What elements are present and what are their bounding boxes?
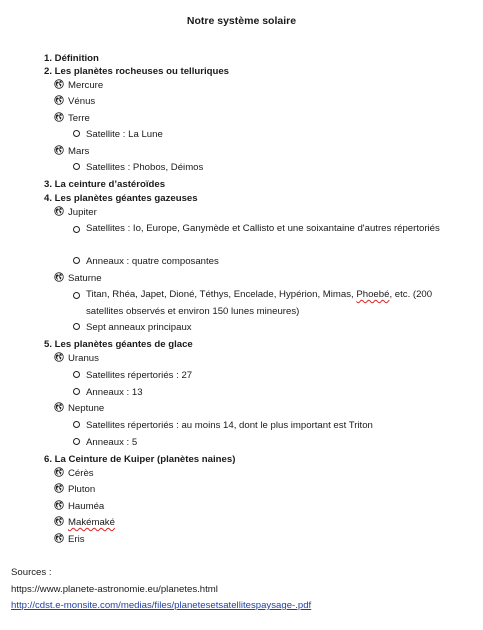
list-item-makemake: [54, 515, 115, 532]
item-label: Eris: [68, 534, 85, 545]
list-subitem-saturne-satellites: [72, 287, 467, 320]
item-label: Neptune: [68, 403, 105, 414]
item-label: Hauméa: [68, 501, 105, 512]
item-label: Mercure: [68, 80, 104, 91]
list-item-saturne: [54, 271, 102, 288]
list-subitem-jupiter-rings: [72, 254, 219, 271]
hollow-circle-icon: [73, 292, 80, 299]
item-label: Vénus: [68, 96, 96, 107]
item-label: Mars: [68, 146, 90, 157]
sources-label: Sources :: [11, 567, 52, 578]
item-label: Cérès: [68, 468, 94, 479]
list-subitem-mars-satellites: [72, 160, 203, 177]
item-label: Satellites : Phobos, Déimos: [86, 162, 204, 173]
list-item-haumea: [54, 499, 104, 516]
list-subitem-saturne-rings: [72, 320, 192, 337]
section-glace: 5. Les planètes géantes de glace: [44, 339, 193, 350]
list-subitem-neptune-rings: [72, 435, 137, 452]
item-label: Sept anneaux principaux: [86, 322, 192, 333]
globe-icon: [54, 402, 64, 412]
hollow-circle-icon: [73, 438, 80, 445]
hollow-circle-icon: [73, 421, 80, 428]
saturne-sat-text-b: , etc. (200 satellites observés et environ 150 lunes mineures): [86, 289, 433, 317]
hollow-circle-icon: [73, 226, 80, 233]
saturne-sat-text-a: Titan, Rhéa, Japet, Dioné, Téthys, Encelade, Hypérion, Mimas,: [86, 289, 357, 300]
item-label: Jupiter: [68, 207, 97, 218]
list-item-neptune: [54, 401, 104, 418]
globe-icon: [54, 112, 64, 122]
item-label: Uranus: [68, 353, 99, 364]
source-url-1: https://www.planete-astronomie.eu/planetes.html: [11, 584, 218, 595]
globe-icon: [54, 206, 64, 216]
globe-icon: [54, 79, 64, 89]
list-item-mars: [54, 144, 89, 161]
item-label: Anneaux : quatre composantes: [86, 256, 219, 267]
section-gazeuses: 4. Les planètes géantes gazeuses: [44, 193, 198, 204]
hollow-circle-icon: [73, 388, 80, 395]
globe-icon: [54, 500, 64, 510]
hollow-circle-icon: [73, 257, 80, 264]
hollow-circle-icon: [73, 323, 80, 330]
item-label: Satellite : La Lune: [86, 129, 163, 140]
globe-icon: [54, 352, 64, 362]
section-asteroides: 3. La ceinture d’astéroïdes: [44, 179, 166, 190]
section-rocheuses: 2. Les planètes rocheuses ou telluriques: [44, 66, 230, 77]
list-item-jupiter: [54, 205, 97, 222]
page-title: Notre système solaire: [186, 15, 297, 27]
item-label: Saturne: [68, 273, 102, 284]
item-label: Satellites répertoriés : 27: [86, 370, 193, 381]
item-label: Makémaké: [68, 517, 115, 528]
globe-icon: [54, 467, 64, 477]
item-label: [86, 287, 467, 320]
globe-icon: [54, 483, 64, 493]
list-subitem-uranus-rings: [72, 385, 143, 402]
list-subitem-uranus-satellites: [72, 368, 192, 385]
list-item-venus: [54, 94, 95, 111]
list-item-eris: [54, 532, 85, 549]
list-item-pluton: [54, 482, 95, 499]
item-label: Pluton: [68, 484, 96, 495]
source-link-2[interactable]: http://cdst.e-monsite.com/medias/files/planetesetsatellitespaysage-.pdf: [11, 600, 312, 611]
globe-icon: [54, 95, 64, 105]
list-item-mercure: [54, 78, 103, 95]
globe-icon: [54, 516, 64, 526]
globe-icon: [54, 145, 64, 155]
list-subitem-jupiter-satellites: [72, 221, 467, 238]
hollow-circle-icon: [73, 130, 80, 137]
globe-icon: [54, 272, 64, 282]
item-label: Anneaux : 5: [86, 437, 138, 448]
list-subitem-terre-satellite: [72, 127, 163, 144]
spellcheck-word: Phoebé: [356, 289, 390, 300]
list-item-uranus: [54, 351, 99, 368]
item-label: Satellites : Io, Europe, Ganymède et Callisto et une soixantaine d'autres répertoriés: [86, 223, 440, 234]
hollow-circle-icon: [73, 371, 80, 378]
hollow-circle-icon: [73, 163, 80, 170]
item-label: Anneaux : 13: [86, 387, 143, 398]
list-item-terre: [54, 111, 90, 128]
item-label: Satellites répertoriés : au moins 14, dont le plus important est Triton: [86, 420, 373, 431]
globe-icon: [54, 533, 64, 543]
list-item-ceres: [54, 466, 94, 483]
section-kuiper: 6. La Ceinture de Kuiper (planètes naines): [44, 454, 236, 465]
section-definition: 1. Définition: [44, 53, 99, 64]
item-label: Terre: [68, 113, 90, 124]
list-subitem-neptune-satellites: [72, 418, 373, 435]
